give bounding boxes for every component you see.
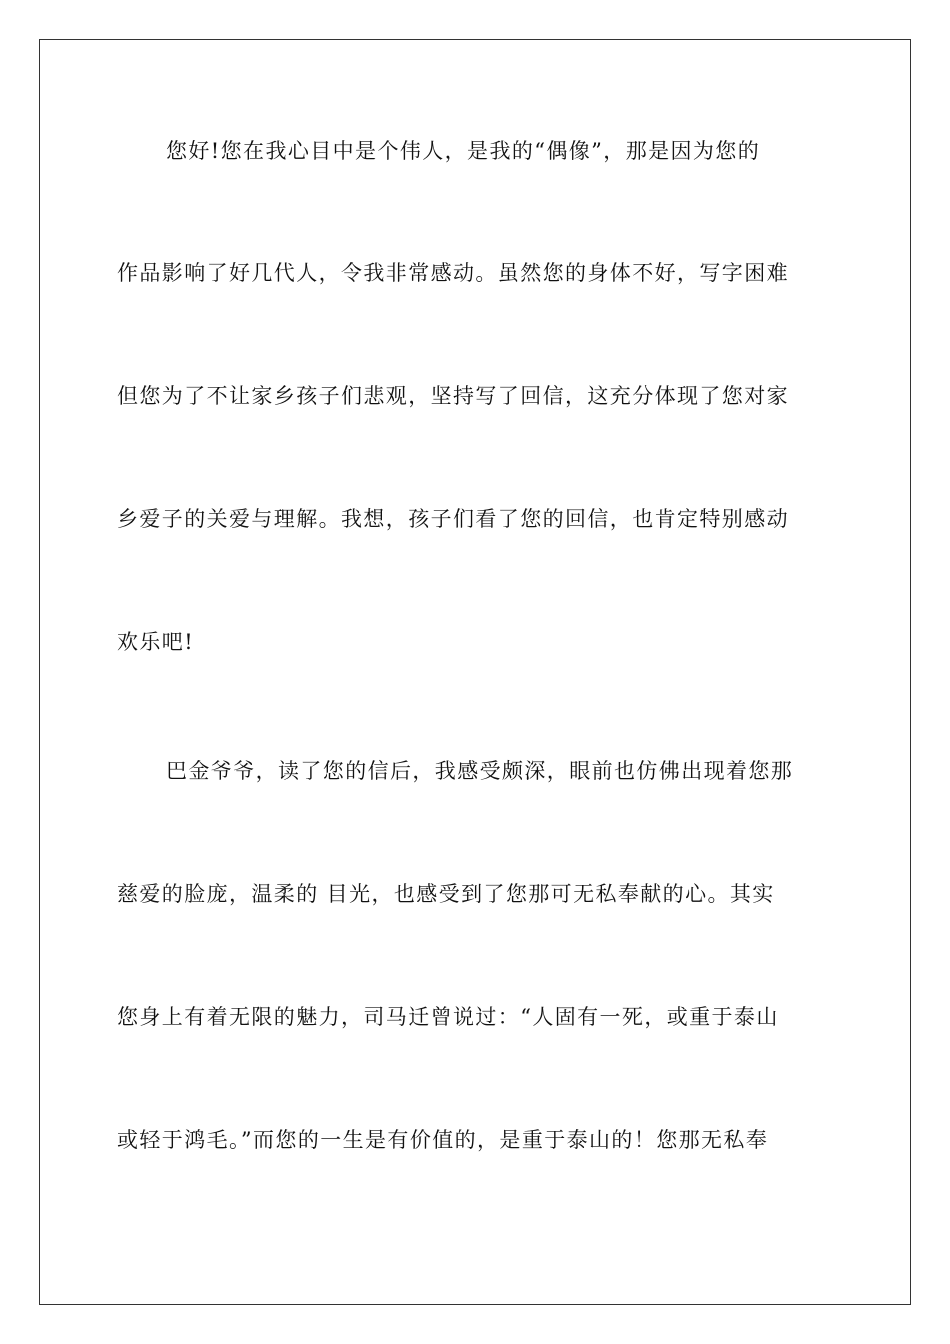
paragraph-2-line-3: 您身上有着无限的魅力，司马迁曾说过：“人固有一死，或重于泰山 [117, 1005, 779, 1029]
paragraph-1-line-4: 乡爱子的关爱与理解。我想，孩子们看了您的回信，也肯定特别感动 [117, 507, 789, 531]
paragraph-1-line-3: 但您为了不让家乡孩子们悲观，坚持写了回信，这充分体现了您对家 [117, 384, 789, 408]
page-border [39, 39, 911, 1305]
paragraph-2-line-2: 慈爱的脸庞，温柔的 目光，也感受到了您那可无私奉献的心。其实 [117, 882, 775, 906]
paragraph-1-line-1: 您好!您在我心目中是个伟人，是我的“偶像”，那是因为您的 [166, 139, 761, 163]
paragraph-1-line-5: 欢乐吧! [117, 630, 195, 654]
paragraph-2-line-1: 巴金爷爷，读了您的信后，我感受颇深，眼前也仿佛出现着您那 [166, 759, 794, 783]
paragraph-1-line-2: 作品影响了好几代人，令我非常感动。虽然您的身体不好，写字困难 [117, 261, 789, 285]
paragraph-2-line-4: 或轻于鸿毛。”而您的一生是有价值的，是重于泰山的！您那无私奉 [117, 1128, 769, 1152]
